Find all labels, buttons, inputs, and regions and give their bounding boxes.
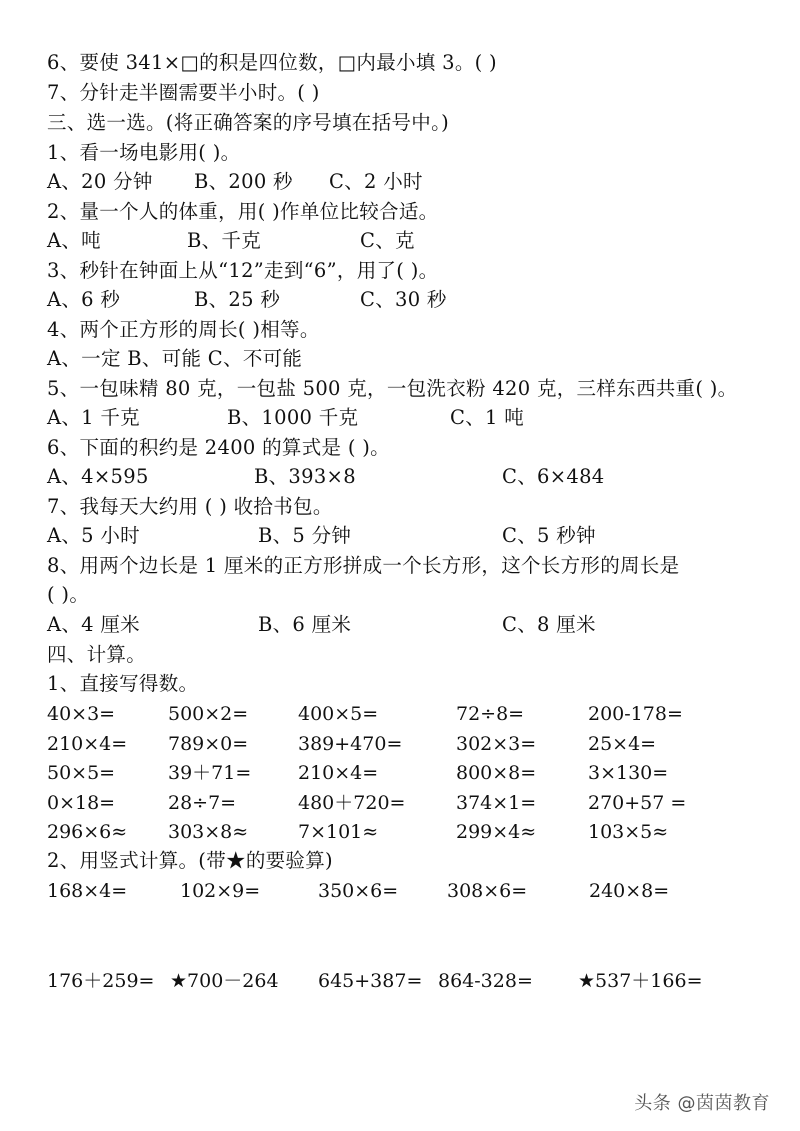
oral-problem: 210×4= — [298, 762, 379, 784]
choice-question-6: 6、下面的积约是 2400 的算式是 ( )。 — [47, 436, 390, 459]
oral-problem: 40×3= — [47, 703, 116, 725]
vertical-problem: 102×9= — [180, 880, 261, 902]
oral-problem: 270+57 = — [588, 792, 687, 814]
option-b: B、千克 — [187, 229, 262, 252]
vertical-problem: 645+387= — [318, 970, 423, 992]
option-abc: A、一定 B、可能 C、不可能 — [47, 347, 303, 370]
oral-problem: 28÷7= — [168, 792, 237, 814]
option-c: C、1 吨 — [450, 406, 525, 429]
option-b: B、1000 千克 — [227, 406, 359, 429]
oral-problem: 0×18= — [47, 792, 116, 814]
oral-problem: 200-178= — [588, 703, 683, 725]
oral-calc-heading: 1、直接写得数。 — [47, 672, 199, 695]
watermark: 头条 @茵茵教育 — [634, 1093, 770, 1114]
option-c: C、8 厘米 — [502, 613, 596, 636]
choice-question-1: 1、看一场电影用( )。 — [47, 141, 241, 164]
vertical-problem: 350×6= — [318, 880, 399, 902]
oral-problem: 25×4= — [588, 733, 657, 755]
oral-problem: 500×2= — [168, 703, 249, 725]
option-b: B、25 秒 — [194, 288, 281, 311]
option-b: B、5 分钟 — [258, 524, 352, 547]
vertical-problem: 168×4= — [47, 880, 128, 902]
oral-problem: 296×6≈ — [47, 821, 128, 843]
option-b: B、6 厘米 — [258, 613, 352, 636]
option-b: B、393×8 — [254, 465, 356, 488]
choice-question-5: 5、一包味精 80 克，一包盐 500 克，一包洗衣粉 420 克，三样东西共重( )。 — [47, 377, 738, 400]
option-a: A、4×595 — [47, 465, 149, 488]
oral-problem: 374×1= — [456, 792, 537, 814]
oral-problem: 389+470= — [298, 733, 403, 755]
section-4-heading: 四、计算。 — [47, 643, 147, 666]
choice-question-8: 8、用两个边长是 1 厘米的正方形拼成一个长方形，这个长方形的周长是 — [47, 554, 680, 577]
option-c: C、5 秒钟 — [502, 524, 596, 547]
oral-problem: 400×5= — [298, 703, 379, 725]
choice-question-4: 4、两个正方形的周长( )相等。 — [47, 318, 320, 341]
oral-problem: 480＋720= — [298, 792, 406, 814]
choice-question-7: 7、我每天大约用 ( ) 收拾书包。 — [47, 495, 333, 518]
oral-problem: 210×4= — [47, 733, 128, 755]
oral-problem: 50×5= — [47, 762, 116, 784]
section-3-heading: 三、选一选。(将正确答案的序号填在括号中。) — [47, 111, 450, 134]
choice-question-3: 3、秒针在钟面上从“12”走到“6”，用了( )。 — [47, 259, 439, 282]
option-a: A、吨 — [47, 229, 101, 252]
judge-question-6: 6、要使 341×□的积是四位数，□内最小填 3。( ) — [47, 51, 497, 74]
option-a: A、4 厘米 — [47, 613, 140, 636]
vertical-problem: ★537＋166= — [578, 970, 703, 992]
vertical-calc-heading: 2、用竖式计算。(带★的要验算) — [47, 849, 333, 872]
oral-problem: 789×0= — [168, 733, 249, 755]
option-a: A、6 秒 — [47, 288, 121, 311]
option-c: C、30 秒 — [360, 288, 447, 311]
oral-problem: 299×4≈ — [456, 821, 537, 843]
oral-problem: 7×101≈ — [298, 821, 379, 843]
vertical-problem: 308×6= — [447, 880, 528, 902]
vertical-problem: 176＋259= — [47, 970, 155, 992]
vertical-problem: 864-328= — [438, 970, 533, 992]
option-a: A、5 小时 — [47, 524, 140, 547]
oral-problem: 72÷8= — [456, 703, 525, 725]
oral-problem: 800×8= — [456, 762, 537, 784]
option-c: C、6×484 — [502, 465, 605, 488]
oral-problem: 3×130= — [588, 762, 669, 784]
option-a: A、1 千克 — [47, 406, 140, 429]
option-c: C、2 小时 — [329, 170, 423, 193]
oral-problem: 103×5≈ — [588, 821, 669, 843]
oral-problem: 39＋71= — [168, 762, 252, 784]
oral-problem: 303×8≈ — [168, 821, 249, 843]
option-a: A、20 分钟 — [47, 170, 153, 193]
choice-question-2: 2、量一个人的体重，用( )作单位比较合适。 — [47, 200, 439, 223]
oral-problem: 302×3= — [456, 733, 537, 755]
judge-question-7: 7、分针走半圈需要半小时。( ) — [47, 81, 320, 104]
vertical-problem: ★700－264 — [170, 970, 279, 992]
choice-question-8-cont: ( )。 — [47, 583, 90, 606]
option-c: C、克 — [360, 229, 415, 252]
vertical-problem: 240×8= — [589, 880, 670, 902]
option-b: B、200 秒 — [194, 170, 293, 193]
